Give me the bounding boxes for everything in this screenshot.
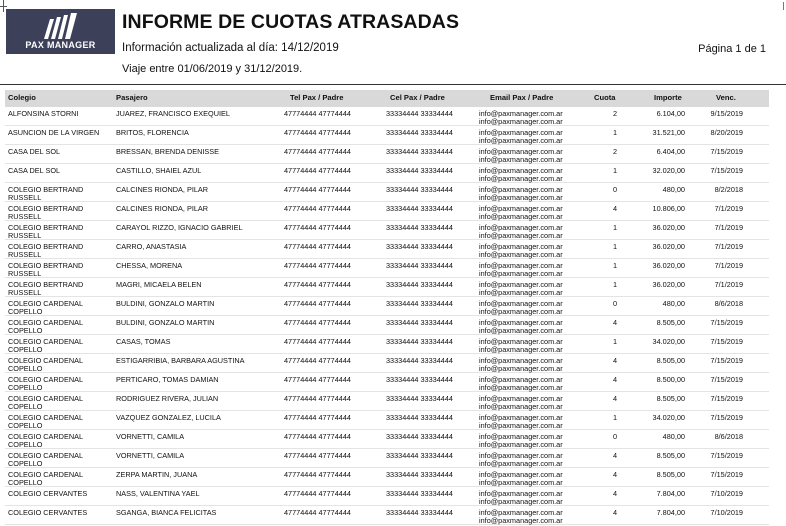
cell-email	[479, 281, 563, 298]
cell-tel: 47774444 47774444	[284, 375, 351, 384]
cell-tel: 47774444 47774444	[284, 166, 351, 175]
th-colegio: Colegio	[8, 93, 36, 102]
cell-importe: 480,00	[662, 432, 685, 441]
table-row	[5, 468, 769, 487]
email-line: info@paxmanager.com.ar	[479, 204, 563, 213]
cell-colegio: COLEGIO BERTRAND RUSSELL	[8, 185, 84, 203]
th-cel: Cel Pax / Padre	[390, 93, 445, 102]
cell-importe: 10.806,00	[652, 204, 685, 213]
cell-cuota: 4	[612, 375, 617, 384]
cell-tel: 47774444 47774444	[284, 204, 351, 213]
cell-tel: 47774444 47774444	[284, 394, 351, 403]
cell-cuota: 2	[612, 147, 617, 156]
cell-tel: 47774444 47774444	[284, 147, 351, 156]
cell-cuota: 1	[612, 242, 617, 251]
cell-cel: 33334444 33334444	[386, 242, 453, 251]
cell-importe: 36.020,00	[652, 280, 685, 289]
cell-pasajero: VORNETTI, CAMILA	[116, 451, 185, 460]
cell-cel: 33334444 33334444	[386, 451, 453, 460]
cell-cuota: 0	[612, 185, 617, 194]
cell-cel: 33334444 33334444	[386, 432, 453, 441]
cell-venc: 7/15/2019	[710, 451, 743, 460]
cell-email	[479, 319, 563, 336]
cell-cel: 33334444 33334444	[386, 413, 453, 422]
cell-importe: 6.104,00	[656, 109, 685, 118]
email-line: info@paxmanager.com.ar	[479, 269, 563, 279]
email-line: info@paxmanager.com.ar	[479, 212, 563, 222]
cell-colegio: CASA DEL SOL	[8, 147, 61, 156]
cell-importe: 8.505,00	[656, 394, 685, 403]
cell-email	[479, 262, 563, 279]
cell-email	[479, 490, 563, 507]
cell-colegio: COLEGIO CARDENAL COPELLO	[8, 375, 83, 393]
email-line: info@paxmanager.com.ar	[479, 136, 563, 146]
table-row	[5, 259, 769, 278]
cell-pasajero: BULDINI, GONZALO MARTIN	[116, 318, 215, 327]
email-line: info@paxmanager.com.ar	[479, 508, 563, 517]
header-divider	[0, 84, 786, 85]
cell-pasajero: RODRIGUEZ RIVERA, JULIAN	[116, 394, 219, 403]
cell-venc: 8/6/2018	[714, 299, 743, 308]
cell-colegio: CASA DEL SOL	[8, 166, 61, 175]
cell-pasajero: ZERPA MARTIN, JUANA	[116, 470, 198, 479]
cell-importe: 8.505,00	[656, 451, 685, 460]
email-line: info@paxmanager.com.ar	[479, 250, 563, 260]
cell-venc: 7/1/2019	[714, 280, 743, 289]
email-line: info@paxmanager.com.ar	[479, 193, 563, 203]
cell-venc: 7/1/2019	[714, 204, 743, 213]
cell-venc: 7/15/2019	[710, 337, 743, 346]
cell-cel: 33334444 33334444	[386, 204, 453, 213]
cell-colegio: COLEGIO CARDENAL COPELLO	[8, 470, 83, 488]
cell-venc: 7/15/2019	[710, 394, 743, 403]
cell-cuota: 1	[612, 261, 617, 270]
cell-tel: 47774444 47774444	[284, 223, 351, 232]
cell-importe: 7.804,00	[656, 508, 685, 517]
email-line: info@paxmanager.com.ar	[479, 432, 563, 441]
email-line: info@paxmanager.com.ar	[479, 337, 563, 346]
cell-tel: 47774444 47774444	[284, 356, 351, 365]
cell-cel: 33334444 33334444	[386, 470, 453, 479]
cell-colegio: ASUNCION DE LA VIRGEN	[8, 128, 100, 137]
table-row	[5, 164, 769, 183]
cell-email	[479, 452, 563, 469]
cell-importe: 34.020,00	[652, 337, 685, 346]
trip-range: Viaje entre 01/06/2019 y 31/12/2019.	[122, 63, 303, 75]
table-row	[5, 183, 769, 202]
cell-colegio: COLEGIO CARDENAL COPELLO	[8, 394, 83, 412]
cell-cel: 33334444 33334444	[386, 185, 453, 194]
cell-colegio: COLEGIO CERVANTES	[8, 489, 88, 498]
email-line: info@paxmanager.com.ar	[479, 364, 563, 374]
updated-date: Información actualizada al día: 14/12/2019	[122, 42, 339, 54]
email-line: info@paxmanager.com.ar	[479, 383, 563, 393]
email-line: info@paxmanager.com.ar	[479, 261, 563, 270]
page-number: Página 1 de 1	[698, 43, 766, 55]
cell-venc: 7/10/2019	[710, 489, 743, 498]
cell-cuota: 4	[612, 394, 617, 403]
cell-importe: 8.500,00	[656, 375, 685, 384]
cell-email	[479, 205, 563, 222]
email-line: info@paxmanager.com.ar	[479, 223, 563, 232]
table-body	[5, 107, 769, 525]
cell-cuota: 1	[612, 337, 617, 346]
table-row	[5, 373, 769, 392]
email-line: info@paxmanager.com.ar	[479, 459, 563, 469]
cell-tel: 47774444 47774444	[284, 261, 351, 270]
cell-importe: 34.020,00	[652, 413, 685, 422]
cell-cel: 33334444 33334444	[386, 299, 453, 308]
cell-cel: 33334444 33334444	[386, 280, 453, 289]
email-line: info@paxmanager.com.ar	[479, 117, 563, 127]
table-row	[5, 354, 769, 373]
cell-pasajero: CASTILLO, SHAIEL AZUL	[116, 166, 202, 175]
cell-importe: 36.020,00	[652, 242, 685, 251]
cell-colegio: COLEGIO BERTRAND RUSSELL	[8, 280, 84, 298]
cell-cel: 33334444 33334444	[386, 375, 453, 384]
cell-venc: 7/15/2019	[710, 147, 743, 156]
cell-cuota: 4	[612, 508, 617, 517]
logo-mark-icon	[42, 13, 80, 39]
cell-email	[479, 186, 563, 203]
cell-cuota: 4	[612, 470, 617, 479]
cell-cel: 33334444 33334444	[386, 128, 453, 137]
crop-mark-right	[783, 2, 784, 10]
table-row	[5, 126, 769, 145]
cell-pasajero: CASAS, TOMAS	[116, 337, 171, 346]
email-line: info@paxmanager.com.ar	[479, 402, 563, 412]
email-line: info@paxmanager.com.ar	[479, 497, 563, 507]
email-line: info@paxmanager.com.ar	[479, 413, 563, 422]
table-row	[5, 240, 769, 259]
cell-cel: 33334444 33334444	[386, 489, 453, 498]
cell-colegio: COLEGIO BERTRAND RUSSELL	[8, 242, 84, 260]
cell-email	[479, 148, 563, 165]
cell-pasajero: CARAYOL RIZZO, IGNACIO GABRIEL	[116, 223, 243, 232]
cell-email	[479, 414, 563, 431]
email-line: info@paxmanager.com.ar	[479, 174, 563, 184]
cell-pasajero: BULDINI, GONZALO MARTIN	[116, 299, 215, 308]
cell-importe: 7.804,00	[656, 489, 685, 498]
cell-venc: 9/15/2019	[710, 109, 743, 118]
cell-pasajero: SGANGA, BIANCA FELICITAS	[116, 508, 217, 517]
cell-tel: 47774444 47774444	[284, 337, 351, 346]
cell-email	[479, 243, 563, 260]
cell-colegio: COLEGIO CARDENAL COPELLO	[8, 356, 83, 374]
table-row	[5, 506, 769, 525]
cell-importe: 480,00	[662, 299, 685, 308]
cell-email	[479, 509, 563, 526]
cell-cuota: 1	[612, 413, 617, 422]
cell-pasajero: BRITOS, FLORENCIA	[116, 128, 189, 137]
cell-email	[479, 224, 563, 241]
table-row	[5, 449, 769, 468]
table-row	[5, 202, 769, 221]
table-row	[5, 221, 769, 240]
cell-email	[479, 376, 563, 393]
th-importe: Importe	[654, 93, 682, 102]
email-line: info@paxmanager.com.ar	[479, 489, 563, 498]
cell-venc: 7/15/2019	[710, 356, 743, 365]
cell-pasajero: CHESSA, MORENA	[116, 261, 183, 270]
cell-tel: 47774444 47774444	[284, 185, 351, 194]
cell-email	[479, 129, 563, 146]
cell-venc: 7/1/2019	[714, 261, 743, 270]
cell-cuota: 2	[612, 109, 617, 118]
email-line: info@paxmanager.com.ar	[479, 307, 563, 317]
report-title: INFORME DE CUOTAS ATRASADAS	[122, 11, 460, 33]
cell-colegio: COLEGIO CARDENAL COPELLO	[8, 432, 83, 450]
cell-venc: 7/15/2019	[710, 318, 743, 327]
cell-cel: 33334444 33334444	[386, 223, 453, 232]
cell-cuota: 4	[612, 451, 617, 460]
cell-importe: 8.505,00	[656, 318, 685, 327]
email-line: info@paxmanager.com.ar	[479, 185, 563, 194]
cell-tel: 47774444 47774444	[284, 318, 351, 327]
cell-tel: 47774444 47774444	[284, 489, 351, 498]
cell-email	[479, 167, 563, 184]
email-line: info@paxmanager.com.ar	[479, 516, 563, 526]
cell-colegio: COLEGIO BERTRAND RUSSELL	[8, 204, 84, 222]
cell-pasajero: VORNETTI, CAMILA	[116, 432, 185, 441]
table-row	[5, 411, 769, 430]
cell-cuota: 1	[612, 166, 617, 175]
cell-venc: 7/15/2019	[710, 470, 743, 479]
cell-venc: 8/6/2018	[714, 432, 743, 441]
cell-venc: 7/15/2019	[710, 413, 743, 422]
cell-email	[479, 338, 563, 355]
cell-cuota: 4	[612, 489, 617, 498]
cell-colegio: COLEGIO CARDENAL COPELLO	[8, 337, 83, 355]
email-line: info@paxmanager.com.ar	[479, 166, 563, 175]
cell-colegio: COLEGIO CERVANTES	[8, 508, 88, 517]
cell-tel: 47774444 47774444	[284, 128, 351, 137]
cell-cuota: 1	[612, 280, 617, 289]
table-row	[5, 278, 769, 297]
cell-pasajero: ESTIGARRIBIA, BARBARA AGUSTINA	[116, 356, 245, 365]
cell-cuota: 1	[612, 128, 617, 137]
cell-pasajero: NASS, VALENTINA YAEL	[116, 489, 200, 498]
cell-email	[479, 110, 563, 127]
email-line: info@paxmanager.com.ar	[479, 288, 563, 298]
th-pasajero: Pasajero	[116, 93, 148, 102]
pax-manager-logo	[6, 9, 115, 54]
cell-venc: 7/15/2019	[710, 375, 743, 384]
cell-pasajero: PERTICARO, TOMAS DAMIAN	[116, 375, 219, 384]
th-venc: Venc.	[716, 93, 736, 102]
cell-tel: 47774444 47774444	[284, 451, 351, 460]
table-row	[5, 487, 769, 506]
cell-cel: 33334444 33334444	[386, 318, 453, 327]
cell-colegio: COLEGIO BERTRAND RUSSELL	[8, 261, 84, 279]
email-line: info@paxmanager.com.ar	[479, 356, 563, 365]
cell-pasajero: MAGRI, MICAELA BELEN	[116, 280, 202, 289]
email-line: info@paxmanager.com.ar	[479, 147, 563, 156]
cell-venc: 7/1/2019	[714, 223, 743, 232]
cell-cuota: 4	[612, 318, 617, 327]
th-cuota: Cuota	[594, 93, 616, 102]
email-line: info@paxmanager.com.ar	[479, 421, 563, 431]
cell-cel: 33334444 33334444	[386, 508, 453, 517]
cell-importe: 480,00	[662, 185, 685, 194]
cell-pasajero: CARRO, ANASTASIA	[116, 242, 187, 251]
cell-cuota: 4	[612, 356, 617, 365]
table-row	[5, 297, 769, 316]
cell-venc: 8/2/2018	[714, 185, 743, 194]
cell-venc: 7/15/2019	[710, 166, 743, 175]
cell-tel: 47774444 47774444	[284, 280, 351, 289]
cell-email	[479, 433, 563, 450]
cell-tel: 47774444 47774444	[284, 109, 351, 118]
cell-email	[479, 300, 563, 317]
table-row	[5, 316, 769, 335]
cell-tel: 47774444 47774444	[284, 432, 351, 441]
cell-pasajero: JUAREZ, FRANCISCO EXEQUIEL	[116, 109, 230, 118]
email-line: info@paxmanager.com.ar	[479, 242, 563, 251]
cell-cel: 33334444 33334444	[386, 356, 453, 365]
cell-cuota: 0	[612, 432, 617, 441]
cell-email	[479, 357, 563, 374]
email-line: info@paxmanager.com.ar	[479, 109, 563, 118]
cell-importe: 8.505,00	[656, 356, 685, 365]
cell-cuota: 0	[612, 299, 617, 308]
cell-venc: 7/1/2019	[714, 242, 743, 251]
cell-venc: 7/10/2019	[710, 508, 743, 517]
table-row	[5, 430, 769, 449]
cell-tel: 47774444 47774444	[284, 413, 351, 422]
cell-cel: 33334444 33334444	[386, 147, 453, 156]
cell-colegio: COLEGIO CARDENAL COPELLO	[8, 318, 83, 336]
th-tel: Tel Pax / Padre	[290, 93, 344, 102]
email-line: info@paxmanager.com.ar	[479, 345, 563, 355]
th-email: Email Pax / Padre	[490, 93, 554, 102]
cell-venc: 8/20/2019	[710, 128, 743, 137]
email-line: info@paxmanager.com.ar	[479, 280, 563, 289]
cell-pasajero: BRESSAN, BRENDA DENISSE	[116, 147, 219, 156]
cell-cuota: 1	[612, 223, 617, 232]
cell-importe: 8.505,00	[656, 470, 685, 479]
cell-importe: 36.020,00	[652, 261, 685, 270]
cell-colegio: ALFONSINA STORNI	[8, 109, 79, 118]
table-row	[5, 145, 769, 164]
cell-cel: 33334444 33334444	[386, 109, 453, 118]
cell-colegio: COLEGIO BERTRAND RUSSELL	[8, 223, 84, 241]
cell-cel: 33334444 33334444	[386, 166, 453, 175]
cell-tel: 47774444 47774444	[284, 299, 351, 308]
email-line: info@paxmanager.com.ar	[479, 451, 563, 460]
email-line: info@paxmanager.com.ar	[479, 470, 563, 479]
email-line: info@paxmanager.com.ar	[479, 326, 563, 336]
table-row	[5, 392, 769, 411]
email-line: info@paxmanager.com.ar	[479, 440, 563, 450]
cell-colegio: COLEGIO CARDENAL COPELLO	[8, 451, 83, 469]
cell-cuota: 4	[612, 204, 617, 213]
email-line: info@paxmanager.com.ar	[479, 231, 563, 241]
email-line: info@paxmanager.com.ar	[479, 155, 563, 165]
cell-cel: 33334444 33334444	[386, 337, 453, 346]
cell-importe: 6.404,00	[656, 147, 685, 156]
cell-pasajero: CALCINES RIONDA, PILAR	[116, 185, 209, 194]
cell-tel: 47774444 47774444	[284, 242, 351, 251]
cell-email	[479, 395, 563, 412]
table-row	[5, 335, 769, 354]
cell-importe: 36.020,00	[652, 223, 685, 232]
cell-colegio: COLEGIO CARDENAL COPELLO	[8, 299, 83, 317]
cell-importe: 31.521,00	[652, 128, 685, 137]
email-line: info@paxmanager.com.ar	[479, 299, 563, 308]
email-line: info@paxmanager.com.ar	[479, 318, 563, 327]
cell-tel: 47774444 47774444	[284, 470, 351, 479]
cell-email	[479, 471, 563, 488]
table-row	[5, 107, 769, 126]
cell-cel: 33334444 33334444	[386, 394, 453, 403]
logo-text: PAX MANAGER	[25, 40, 96, 50]
cell-pasajero: VAZQUEZ GONZALEZ, LUCILA	[116, 413, 221, 422]
cell-importe: 32.020,00	[652, 166, 685, 175]
email-line: info@paxmanager.com.ar	[479, 128, 563, 137]
email-line: info@paxmanager.com.ar	[479, 394, 563, 403]
email-line: info@paxmanager.com.ar	[479, 375, 563, 384]
table-header	[5, 90, 769, 107]
email-line: info@paxmanager.com.ar	[479, 478, 563, 488]
cell-cel: 33334444 33334444	[386, 261, 453, 270]
cell-tel: 47774444 47774444	[284, 508, 351, 517]
cell-colegio: COLEGIO CARDENAL COPELLO	[8, 413, 83, 431]
cell-pasajero: CALCINES RIONDA, PILAR	[116, 204, 209, 213]
